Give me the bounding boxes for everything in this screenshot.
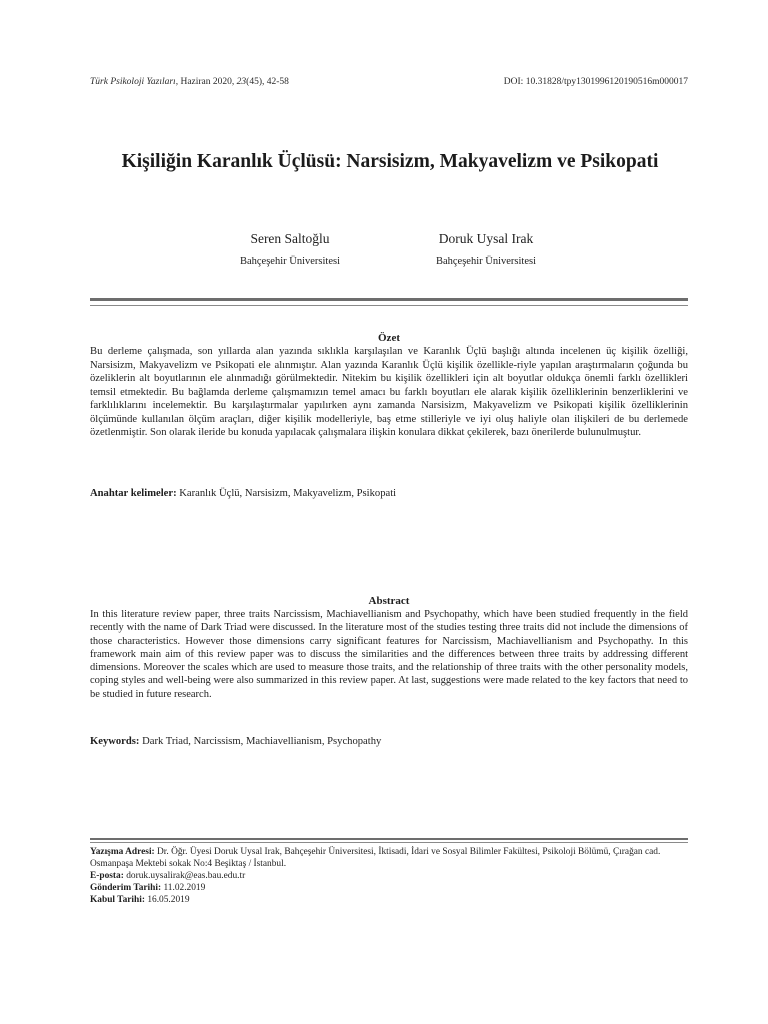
accepted-date [90, 894, 688, 906]
correspondence-address [90, 846, 688, 870]
doi: DOI: 10.31828/tpy1301996120190516m000017 [503, 77, 688, 87]
author-name: Doruk Uysal Irak [438, 231, 534, 246]
correspondence-label: Yazışma Adresi: [90, 847, 155, 857]
author-block [376, 230, 596, 269]
paper-title: Kişiliğin Karanlık Üçlüsü: Narsisizm, Makyavelizm ve Psikopati [121, 151, 659, 172]
keywords-label: Anahtar kelimeler: [90, 488, 177, 499]
email-value: doruk.uysalirak@eas.bau.edu.tr [123, 871, 246, 881]
accepted-label: Kabul Tarihi: [90, 895, 145, 905]
author-name: Seren Saltoğlu [250, 231, 330, 246]
keywords-list: Dark Triad, Narcissism, Machiavellianism, Psychopathy [139, 736, 382, 747]
footer-divider [90, 838, 688, 840]
keywords-list: Karanlık Üçlü, Narsisizm, Makyavelizm, Psikopati [176, 488, 397, 499]
ozet-heading: Özet [378, 332, 400, 344]
accepted-value: 16.05.2019 [144, 895, 190, 905]
email-label: E-posta: [90, 871, 124, 881]
citation [90, 77, 289, 87]
keywords-label: Keywords: [90, 736, 140, 747]
footnote [90, 846, 688, 906]
date-info: , Haziran 2020, [175, 77, 237, 87]
anahtar-kelimeler [90, 487, 688, 501]
author-block [180, 230, 400, 269]
author-affiliation: Bahçeşehir Üniversitesi [239, 256, 340, 267]
journal-name: Türk Psikoloji Yazıları [90, 77, 176, 87]
running-header [90, 77, 688, 87]
footer-divider [90, 842, 688, 843]
ozet-text: Bu derleme çalışmada, son yıllarda alan yazında sıklıkla karşılaşılan ve Karanlık Üçlü başlığı altında incelenen üç kişilik özelliği, Narsisizm, Makyavelizm ve Psikopati ele alınmıştır. Alan yazında Karanlık Üçlü kişilik özellikle-riyle yapılan araştırmaların çoğunda bu özeliklerin alt boyutlarının ele alınmadığı görülmektedir. Nitekim bu kişilik özellikleri için alt boyutlar oldukça önemli farklı özellikleri temsil etmektedir. Bu bağlamda derleme çalışmamızın temel amacı bu farklı boyutları ele alarak kişilik özelliklerinin benzerliklerini ve farklılıklarını incelemektir. Bu karşılaştırmalar yapılırken aynı zamanda Narsisizm, Makyavelizm ve Psikopati kişilik özelliklerinin ölçümünde kullanılan ölçüm araçları, diğer kişilik modelleriyle, baş etme stilleriyle ve iyi oluş haliyle olan ilişkileri de bu derlemede özetlenmiştir. Son olarak ileride bu konuda yapılacak çalışmalara ilişkin konulara dikkat çekilerek, bazı önerilerde bulunulmuştur. [90, 346, 688, 438]
author-affiliation: Bahçeşehir Üniversitesi [435, 256, 536, 267]
correspondence-value: Dr. Öğr. Üyesi Doruk Uysal Irak, Bahçeşehir Üniversitesi, İktisadi, İdari ve Sosyal Bilimler Fakültesi, Psikoloji Bölümü, Çırağan cad. Osmanpaşa Mektebi sokak No:4 Beşiktaş / İstanbul. [90, 847, 661, 869]
volume: 23 [236, 77, 247, 87]
keywords [90, 735, 688, 749]
issue-pages: (45), 42-58 [246, 77, 289, 87]
abstract-text: In this literature review paper, three traits Narcissism, Machiavellianism and Psychopathy, which have been studied frequently in the field recently with the name of Dark Triad were discussed. In the literature most of the studies testing three traits did not include the dimensions of those characteristics. However those dimensions carry significant features for Narcissism, Machiavellianism and Psychopathy. In this framework main aim of this review paper was to discuss the similarities and the differences between three traits by addressing different dimensions. Moreover the scales which are used to measure those traits, and the relationship of three traits with the other personality models, coping styles and well-being were also summarized in this review paper. At last, suggestions were made related to the key factors that need to be studied in future research. [90, 609, 688, 700]
divider [90, 298, 688, 301]
submitted-value: 11.02.2019 [161, 883, 206, 893]
submitted-label: Gönderim Tarihi: [90, 883, 162, 893]
email-line [90, 870, 688, 882]
submitted-date [90, 882, 688, 894]
abstract-heading: Abstract [368, 595, 410, 607]
divider [90, 305, 688, 306]
